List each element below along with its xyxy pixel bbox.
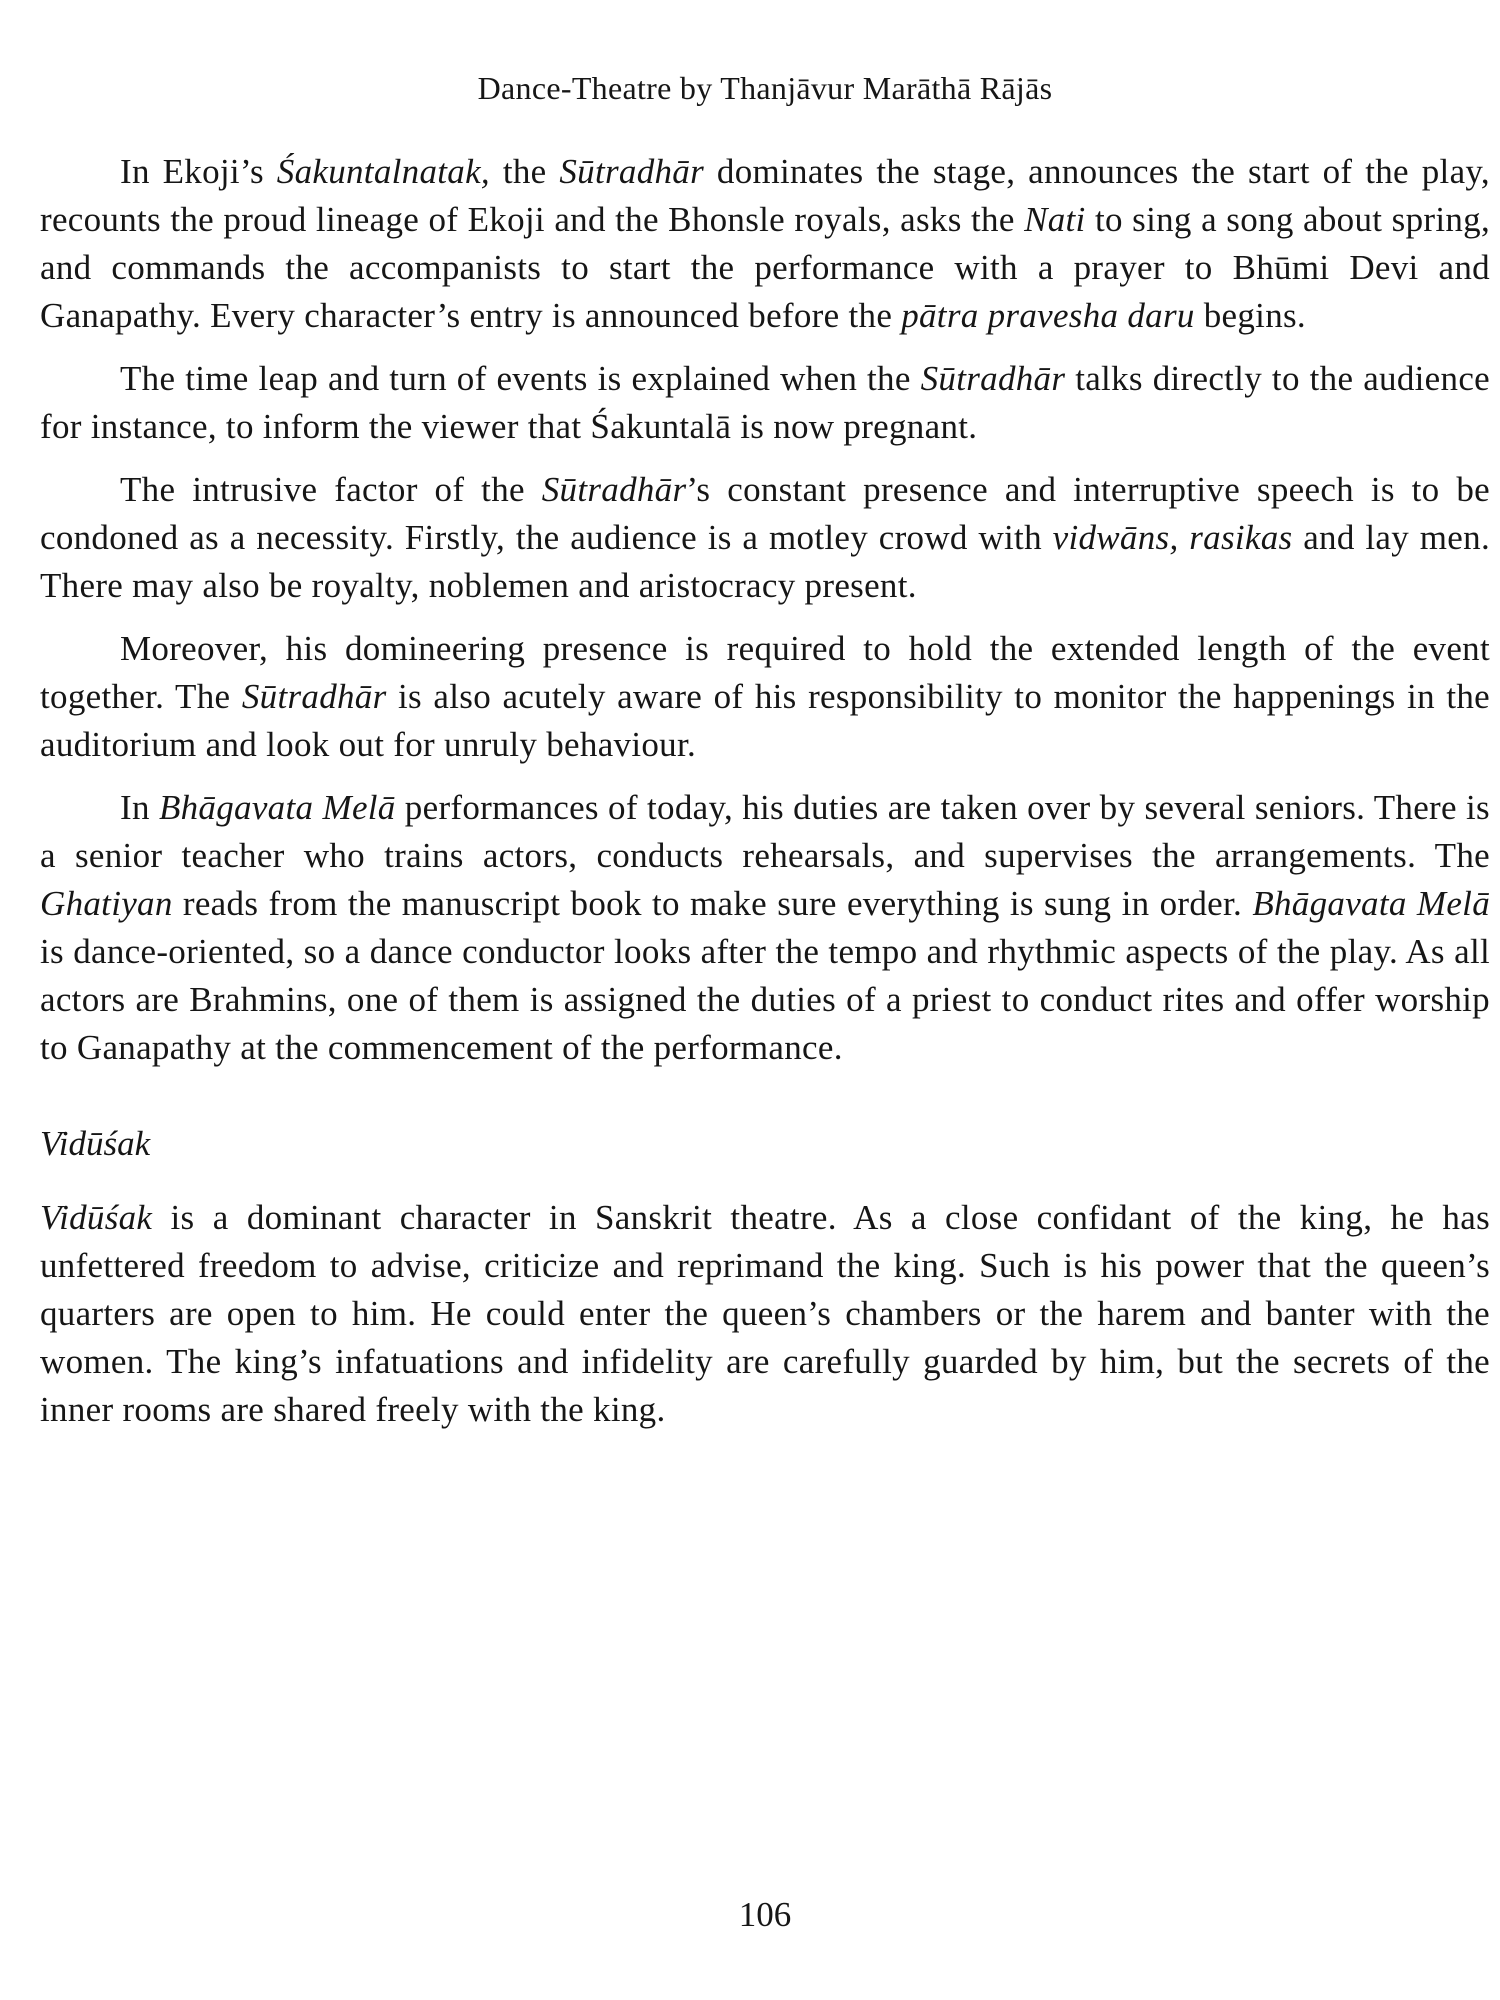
- text-segment-italic: Vidūśak: [40, 1198, 153, 1237]
- text-segment: The intrusive factor of the: [120, 470, 542, 509]
- text-segment: is dance-oriented, so a dance conductor looks after the tempo and rhythmic aspects of the play. As all actors are Brahmins, one of them is assigned the duties of a priest to conduct rites and offer worship to Ganapathy at the commencement of the performance.: [40, 932, 1490, 1067]
- text-segment: Moreover, his domineering presence is required to hold the extended length of the event together. The: [40, 629, 1490, 716]
- text-segment: In Ekoji’s: [120, 152, 277, 191]
- text-segment-italic: Śakuntalnatak,: [276, 152, 490, 191]
- text-segment-italic: Sūtradhār: [559, 152, 705, 191]
- text-segment: ’s constant presence and interruptive speech is to be condoned as a necessity. Firstly, the audience is a motley crowd with: [40, 470, 1490, 557]
- text-segment-italic: Sūtradhār: [920, 359, 1066, 398]
- text-segment: In: [120, 788, 159, 827]
- text-segment: is a dominant character in Sanskrit theatre. As a close confidant of the king, he has unfettered freedom to advise, criticize and reprimand the king. Such is his power that the queen’s quarters are open to him. He could enter the queen’s chambers or the harem and banter with the women. The king’s infatuations and infidelity are carefully guarded by him, but the secrets of the inner rooms are shared freely with the king.: [40, 1198, 1490, 1429]
- text-segment-italic: Bhāgavata Melā: [158, 788, 396, 827]
- text-segment: The time leap and turn of events is explained when the: [120, 359, 921, 398]
- text-segment-italic: Ghatiyan: [40, 884, 173, 923]
- text-segment: is also acutely aware of his responsibility to monitor the happenings in the auditorium and look out for unruly behaviour.: [40, 677, 1491, 764]
- paragraph-vidusak: [40, 1194, 1490, 1434]
- text-segment-italic: Sūtradhār: [241, 677, 387, 716]
- paragraph-sakuntalnatak: [40, 148, 1490, 340]
- text-segment-italic: Sūtradhār: [541, 470, 687, 509]
- paragraph-bhagavata-mela: [40, 784, 1490, 1072]
- text-segment: and lay men. There may also be royalty, noblemen and aristocracy present.: [40, 518, 1490, 605]
- paragraph-intrusive-factor: [40, 466, 1490, 610]
- text-segment: to sing a song about spring, and commands the accompanists to start the performance with a prayer to Bhūmi Devi and Ganapathy. Every character’s entry is announced before the: [40, 200, 1490, 335]
- text-segment-italic: vidwāns, rasikas: [1052, 518, 1293, 557]
- body-text: [40, 148, 1490, 1449]
- text-segment: the: [489, 152, 560, 191]
- text-segment: reads from the manuscript book to make sure everything is sung in order.: [172, 884, 1253, 923]
- book-page: [40, 0, 1490, 2000]
- page-number: 106: [738, 1895, 792, 1934]
- text-segment: performances of today, his duties are taken over by several seniors. There is a senior teacher who trains actors, conducts rehearsals, and supervises the arrangements. The: [40, 788, 1490, 875]
- running-head: Dance-Theatre by Thanjāvur Marāthā Rājās: [477, 70, 1053, 106]
- text-segment: dominates the stage, announces the start of the play, recounts the proud lineage of Ekoji and the Bhonsle royals, asks the: [40, 152, 1490, 239]
- paragraph-time-leap: [40, 355, 1490, 451]
- text-segment-italic: Nati: [1024, 200, 1086, 239]
- text-segment-italic: Bhāgavata Melā: [1252, 884, 1490, 923]
- paragraph-domineering-presence: [40, 625, 1490, 769]
- text-segment: talks directly to the audience for instance, to inform the viewer that Śakuntalā is now pregnant.: [40, 359, 1490, 446]
- text-segment-italic: pātra pravesha daru: [901, 296, 1195, 335]
- section-heading-vidusak: Vidūśak: [40, 1124, 151, 1163]
- text-segment: begins.: [1194, 296, 1306, 335]
